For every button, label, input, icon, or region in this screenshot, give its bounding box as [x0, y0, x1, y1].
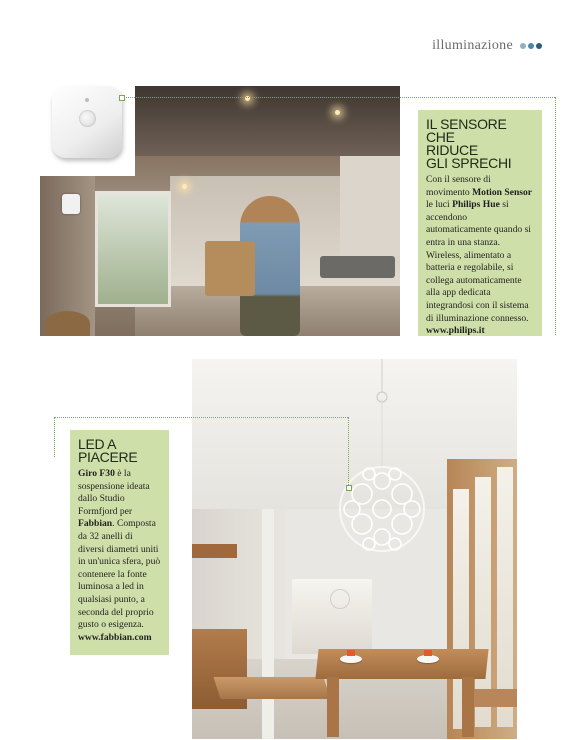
- fabbian-link[interactable]: www.fabbian.com: [78, 631, 152, 643]
- connector-dot-bottom: [346, 485, 352, 491]
- sensor-lens: [79, 110, 96, 127]
- dot-1: [520, 43, 526, 49]
- philips-link[interactable]: www.philips.it: [426, 325, 485, 337]
- led-callout-title: LED A PIACERE: [78, 436, 138, 465]
- connector-line-bottom-vertical: [54, 417, 55, 457]
- giro-pendant-lamp: [192, 359, 517, 739]
- dot-2: [528, 43, 534, 49]
- led-callout: [70, 430, 169, 655]
- dot-3: [536, 43, 542, 49]
- led-callout-text: Giro F30 è la sospensione ideata dallo Studio Formfjord per Fabbian. Composta da 32 anelli di diversi diametri uniti in un'unica sfera, può contenere la fonte luminosa a led in qualsiasi punto, a seconda del proprio gusto o esigenza. www.fabbian.com: [78, 468, 161, 643]
- connector-line-top: [121, 97, 555, 98]
- sensor-callout-text: Con il sensore di movimento Motion Sensor le luci Philips Hue si accendono automaticamente quando si entra in una stanza. Wireless, alimentato a batteria e regolabile, si collega automaticamente alla app dedicata integrandosi con il sistema di illuminazione connesso. www.philips.it: [426, 174, 533, 337]
- dining-room-photo: [192, 359, 517, 739]
- wall-sensor-detail: [62, 194, 80, 214]
- sensor-callout-title: IL SENSORE CHE RIDUCE GLI SPRECHI: [426, 116, 512, 171]
- connector-line-top-vertical: [555, 97, 556, 335]
- section-header: [432, 38, 542, 54]
- connector-line-bottom-drop: [348, 417, 349, 487]
- section-dots: [520, 43, 542, 49]
- sensor-body: [52, 86, 122, 158]
- sensor-callout: [418, 110, 542, 336]
- connector-line-bottom: [54, 417, 348, 418]
- connector-dot-top: [119, 95, 125, 101]
- section-title: illuminazione: [432, 38, 513, 53]
